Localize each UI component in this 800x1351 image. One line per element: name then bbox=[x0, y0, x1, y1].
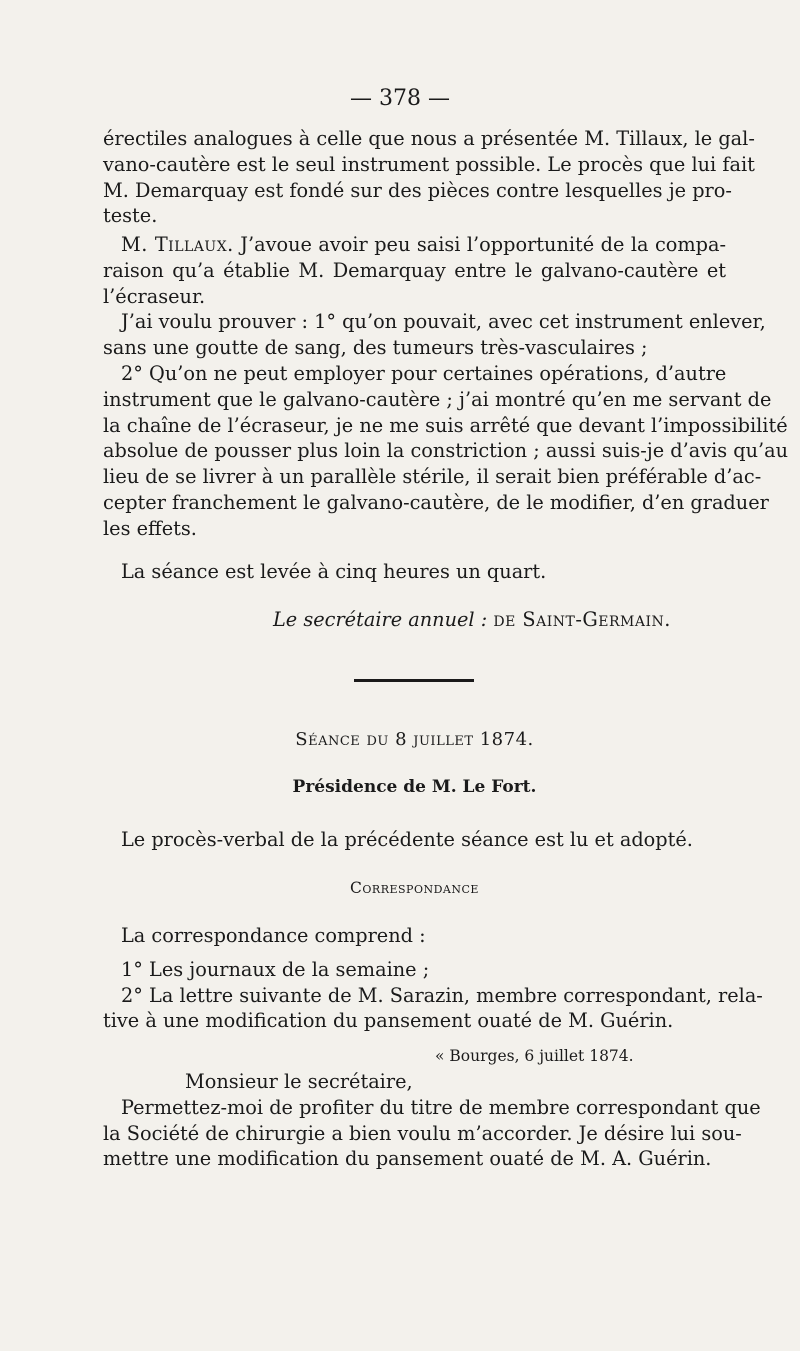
text-line: Permettez-moi de profiter du titre de membre correspondant que bbox=[121, 1095, 761, 1119]
text-line: 2° La lettre suivante de M. Sarazin, membre correspondant, rela- bbox=[121, 983, 763, 1007]
text-line: lieu de se livrer à un parallèle stérile, il serait bien préférable d’ac- bbox=[103, 465, 762, 489]
text-line: tive à une modification du pansement ouaté de M. Guérin. bbox=[103, 1009, 674, 1033]
letter-salutation: Monsieur le secrétaire, bbox=[185, 1070, 413, 1093]
presidence-line: Présidence de M. Le Fort. bbox=[292, 777, 537, 797]
correspondance-heading: Correspondance bbox=[350, 879, 479, 897]
text-line: absolue de pousser plus loin la constriction ; aussi suis-je d’avis qu’au bbox=[103, 439, 789, 463]
text-line: 2° Qu’on ne peut employer pour certaines opérations, d’autre bbox=[121, 361, 727, 385]
closing-line: La séance est levée à cinq heures un quart. bbox=[121, 560, 547, 583]
text-line: La correspondance comprend : bbox=[121, 924, 426, 947]
letter-body bbox=[103, 1069, 761, 1172]
section-divider bbox=[354, 679, 474, 682]
minutes-line: Le procès-verbal de la précédente séance est lu et adopté. bbox=[121, 828, 693, 851]
text-line: M. Demarquay est fondé sur des pièces contre lesquelles je pro- bbox=[103, 178, 732, 202]
text-line: cepter franchement le galvano-cautère, de le modifier, d’en graduer bbox=[103, 490, 769, 514]
page-number: — 378 — bbox=[350, 86, 450, 111]
text-line: la chaîne de l’écraseur, je ne me suis arrêté que devant l’impossibilité bbox=[103, 413, 788, 437]
text-line: érectiles analogues à celle que nous a présentée M. Tillaux, le gal- bbox=[103, 127, 755, 150]
correspondance-list bbox=[103, 923, 763, 1034]
text-line: mettre une modification du pansement ouaté de M. A. Guérin. bbox=[103, 1147, 712, 1171]
speaker-name: M. Tillaux. bbox=[121, 233, 234, 256]
signature-role: Le secrétaire annuel : bbox=[273, 608, 488, 631]
signature-name: de Saint-Germain. bbox=[493, 608, 671, 631]
text-line: la Société de chirurgie a bien voulu m’accorder. Je désire lui sou- bbox=[103, 1121, 742, 1145]
text-line: instrument que le galvano-cautère ; j’ai montré qu’en me servant de bbox=[103, 387, 772, 411]
text-line: teste. bbox=[103, 204, 158, 228]
text-line: les effets. bbox=[103, 516, 197, 540]
text-line: raison qu’a établie M. Demarquay entre le galvano-cautère et bbox=[103, 258, 726, 282]
letter-dateline: « Bourges, 6 juillet 1874. bbox=[435, 1047, 634, 1065]
signature bbox=[103, 607, 726, 633]
session-title: Séance du 8 juillet 1874. bbox=[295, 729, 534, 750]
text-line: vano-cautère est le seul instrument possible. Le procès que lui fait bbox=[103, 152, 755, 176]
text-line: sans une goutte de sang, des tumeurs très-vasculaires ; bbox=[103, 336, 648, 360]
text-line: 1° Les journaux de la semaine ; bbox=[121, 957, 430, 981]
text-line: J’ai voulu prouver : 1° qu’on pouvait, avec cet instrument enlever, bbox=[121, 310, 766, 334]
tillaux-remarks bbox=[103, 232, 789, 542]
text-line bbox=[103, 232, 726, 258]
paragraph-continuation bbox=[103, 126, 755, 229]
text-line: l’écraseur. bbox=[103, 284, 206, 308]
text-fragment: J’avoue avoir peu saisi l’opportunité de la compa- bbox=[233, 233, 726, 256]
